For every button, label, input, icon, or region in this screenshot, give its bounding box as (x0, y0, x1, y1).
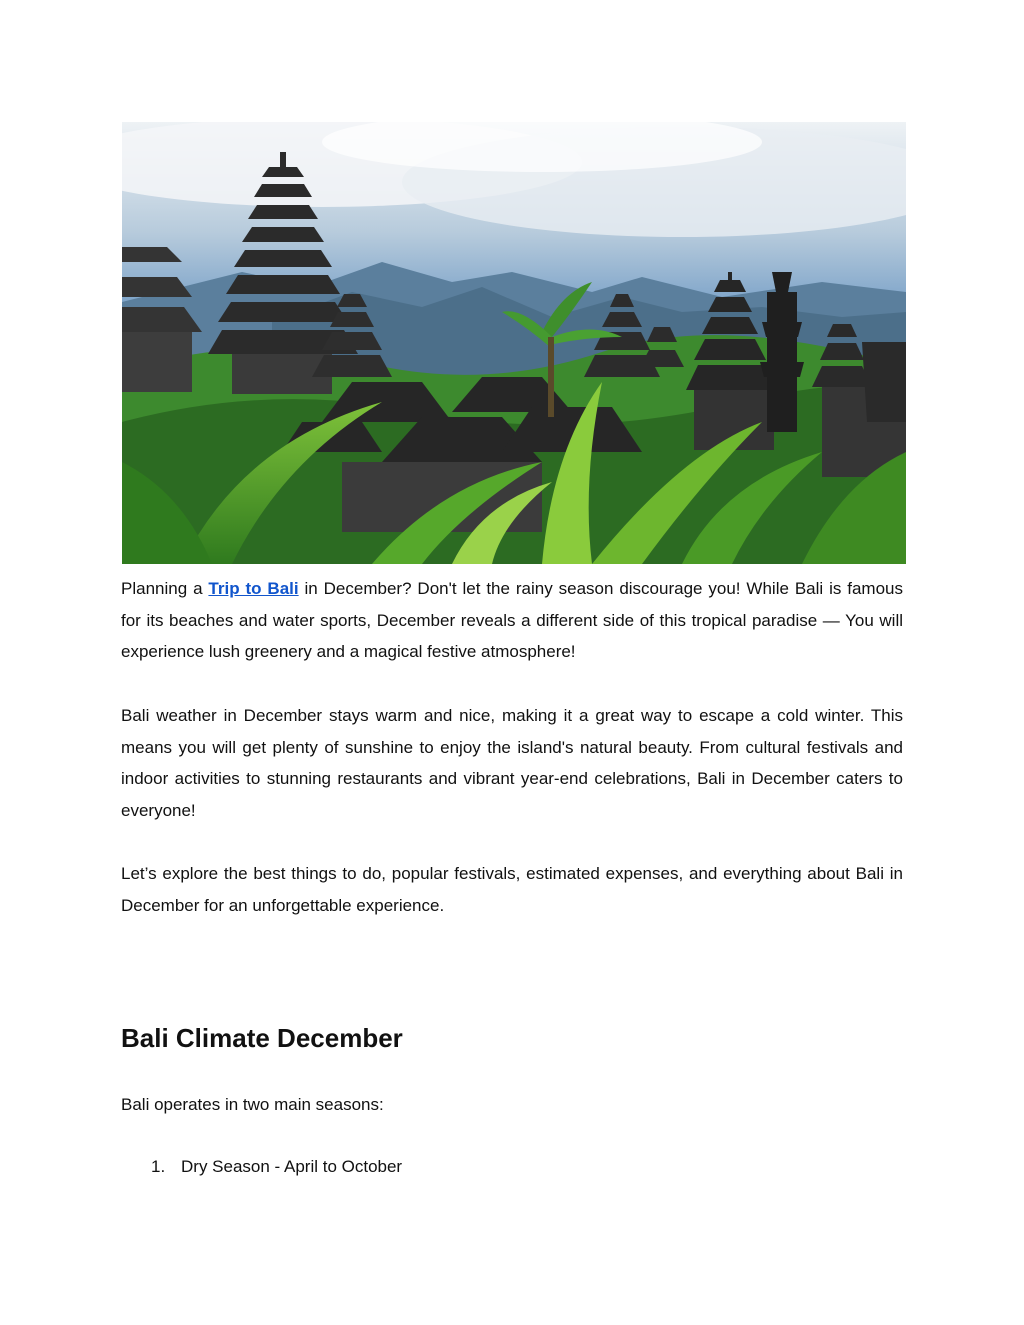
intro-paragraph-2: Bali weather in December stays warm and nice, making it a great way to escape a cold winter. This means you will get plenty of sunshine to enjoy the island's natural beauty. From cultural festivals and indoor activities to stunning restaurants and vibrant year-end celebrations, Bali in December caters to everyone! (121, 706, 903, 821)
section-heading: Bali Climate December (121, 1023, 403, 1053)
season-list (121, 1151, 402, 1182)
intro-p1-before: Planning a (121, 579, 209, 598)
bali-temple-image-icon (122, 122, 906, 564)
section-intro: Bali operates in two main seasons: (121, 1095, 384, 1114)
intro-p1-after: in December? Don't let the rainy season discourage you! While Bali is famous for its beaches and water sports, December reveals a different side of this tropical paradise — You will experience lush greenery and a magical festive atmosphere! (121, 579, 903, 662)
hero-image (122, 122, 906, 564)
list-item-number: 1. (151, 1157, 166, 1176)
list-item-text: Dry Season - April to October (181, 1157, 403, 1176)
intro-paragraph-3: Let’s explore the best things to do, popular festivals, estimated expenses, and everything about Bali in December for an unforgettable experience. (121, 864, 903, 915)
intro-paragraph-1 (121, 573, 903, 668)
list-item (121, 1151, 402, 1182)
trip-to-bali-link[interactable]: Trip to Bali (208, 579, 299, 598)
